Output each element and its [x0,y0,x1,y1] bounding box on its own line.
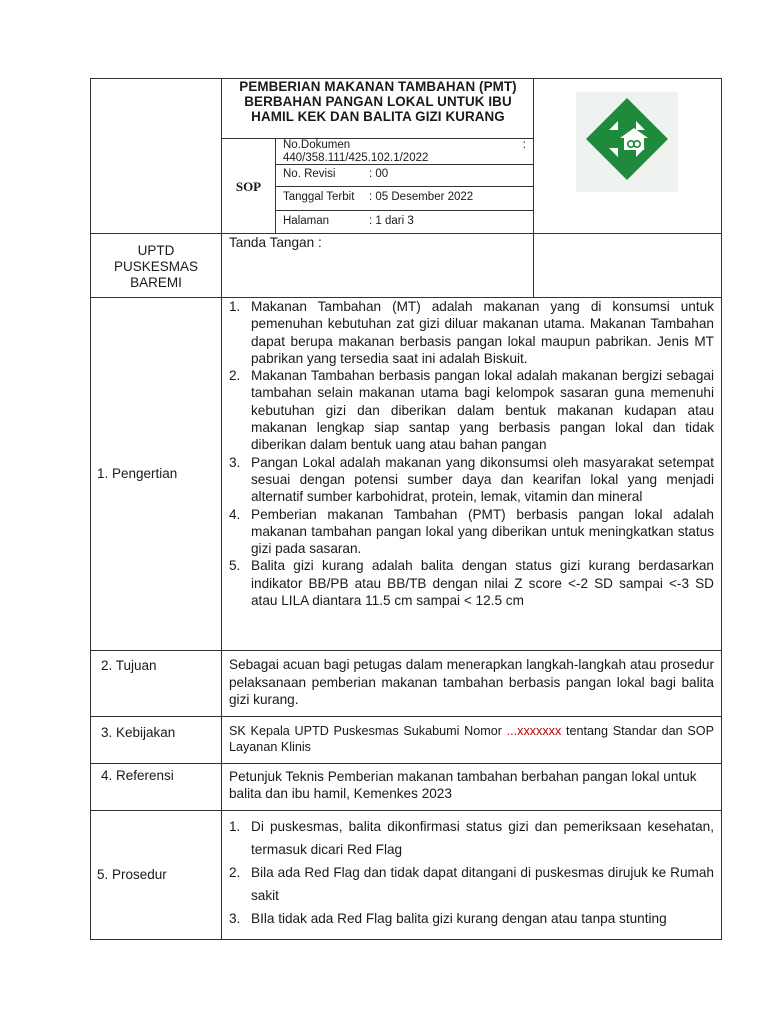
list-item: 1. Makanan Tambahan (MT) adalah makanan yang di konsumsi untuk pemenuhan kebutuhan zat gizi diluar makanan utama. Makanan Tambahan dapat berupa makanan berbasis pangan lokal maupun pabrikan. Jenis MT pabrikan yang tersedia saat ini adalah Biskuit. [229,299,714,366]
pengertian-list [229,298,714,609]
list-item: 1. Di puskesmas, balita dikonfirmasi status gizi dan pemeriksaan kesehatan, termasuk dicari Red Flag [229,819,714,857]
section-referensi-name: 4. Referensi [101,768,174,783]
col-divider-right [533,78,534,298]
prosedur-list [229,815,714,930]
terbit-value: : 05 Desember 2022 [369,191,474,203]
halaman-row [283,215,529,228]
doc-number-value: 440/358.111/425.102.1/2022 [283,152,429,164]
list-item: 3. BIla tidak ada Red Flag balita gizi kurang dengan atau tanpa stunting [229,911,667,926]
doc-number-row [283,139,529,164]
section-prosedur-name: 5. Prosedur [97,867,167,882]
doc-number-label: No.Dokumen [283,139,351,151]
doc-number-colon: : [522,139,526,151]
list-item: 5. Balita gizi kurang adalah balita dengan status gizi kurang berdasarkan indikator BB/PB atau BB/TB dengan nilai Z score <-2 SD sampai <-3 SD atau LILA diantara 11.5 cm sampai < 12.5 cm [229,558,714,609]
list-item: 2. Bila ada Red Flag dan tidak dapat ditangani di puskesmas dirujuk ke Rumah sakit [229,865,714,903]
sop-label: SOP [235,179,262,194]
org-name: UPTD PUSKESMAS BAREMI [113,243,199,290]
row-divider-tujuan [90,716,722,717]
section-pengertian-body [229,298,714,609]
row-divider-meta2 [275,186,533,187]
revisi-value: : 00 [369,168,389,180]
sk-number-placeholder: ...xxxxxxx [506,724,562,738]
section-kebijakan-name: 3. Kebijakan [101,725,176,740]
row-divider-pengertian [90,650,722,651]
section-kebijakan-body: SK Kepala UPTD Puskesmas Sukabumi Nomor ...xxxxxxx tentang Standar dan SOP Layanan Klinis [229,724,715,754]
row-divider-header [90,233,722,234]
section-pengertian-name: 1. Pengertian [97,466,178,481]
halaman-label: Halaman [283,215,330,227]
row-divider-kebijakan [90,763,722,764]
puskesmas-logo-icon [576,92,678,192]
section-tujuan-body: Sebagai acuan bagi petugas dalam menerapkan langkah-langkah atau prosedur pelaksanaan pemberian makanan tambahan berbasis pangan lokal bagi balita gizi kurang. [229,657,714,707]
terbit-row [283,191,529,204]
row-divider-referensi [90,810,722,811]
halaman-value: : 1 dari 3 [369,215,414,227]
section-tujuan-name: 2. Tujuan [101,658,157,673]
list-item: 3. Pangan Lokal adalah makanan yang dikonsumsi oleh masyarakat setempat sesuai dengan potensi sumber daya dan kearifan lokal yang menjadi alternatif sumber karbohidrat, protein, lemak, vitamin dan mineral [229,454,714,505]
list-item: 2. Makanan Tambahan berbasis pangan lokal adalah makanan bergizi sebagai tambahan selain makanan utama bagi kelompok sasaran guna memenuhi kebutuhan gizi dan diberikan dalam bentuk makanan kudapan atau makanan lengkap siap santap yang berbasis pangan lokal dan tidak diberikan dalam bentuk uang atau bahan pangan [229,368,714,453]
revisi-row [283,168,529,181]
revisi-label: No. Revisi [283,168,336,180]
document-title: PEMBERIAN MAKANAN TAMBAHAN (PMT) BERBAHAN PANGAN LOKAL UNTUK IBU HAMIL KEK DAN BALITA GIZI KURANG [239,79,517,124]
row-divider-meta3 [275,210,533,211]
signature-label: Tanda Tangan : [229,235,322,250]
section-prosedur-body [229,815,714,930]
section-referensi-body: Petunjuk Teknis Pemberian makanan tambahan berbahan pangan lokal untuk balita dan ibu hamil, Kemenkes 2023 [229,769,697,801]
terbit-label: Tanggal Terbit [283,191,355,203]
list-item: 4. Pemberian makanan Tambahan (PMT) berbasis pangan lokal adalah makanan tambahan pangan lokal yang diberikan untuk meningkatkan status gizi pada sasaran. [229,506,714,557]
